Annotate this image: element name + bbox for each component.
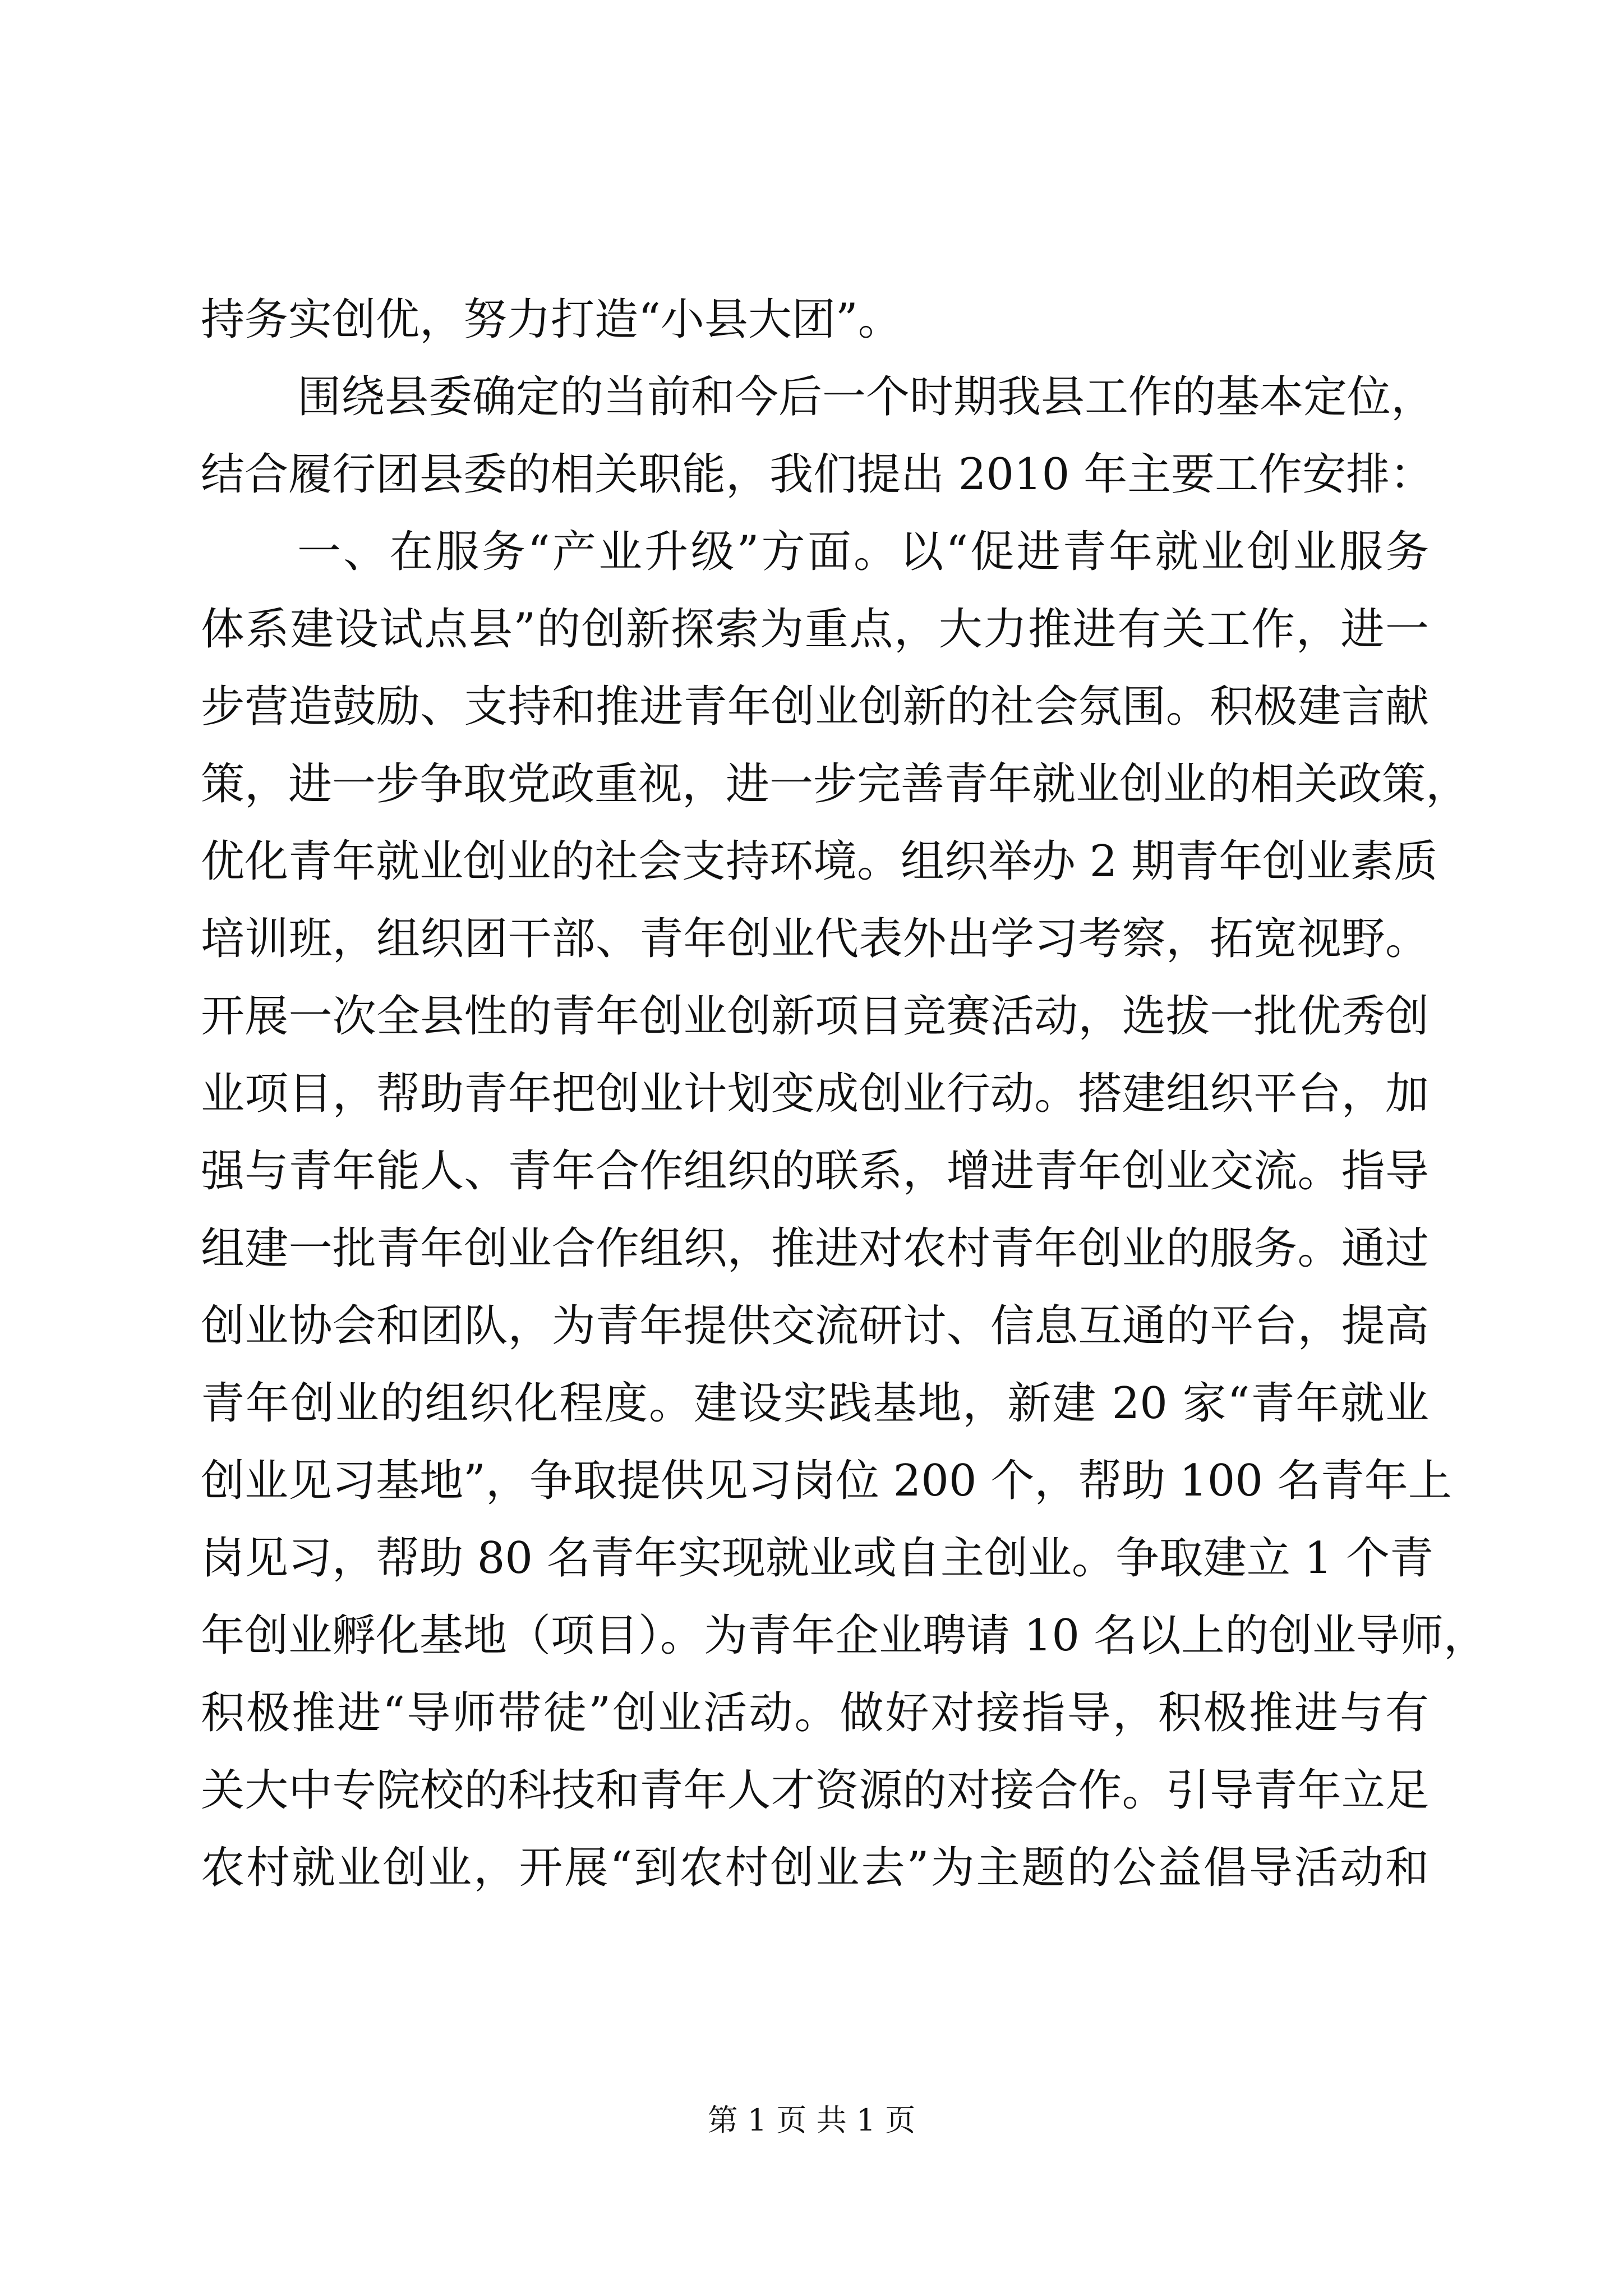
paragraph-line: 策，进一步争取党政重视，进一步完善青年就业创业的相关政策， xyxy=(201,759,1470,809)
paragraph-line: 关大中专院校的科技和青年人才资源的对接合作。引导青年立足 xyxy=(201,1765,1429,1816)
paragraph-line: 农村就业创业，开展“到农村创业去”为主题的公益倡导活动和 xyxy=(201,1843,1429,1893)
paragraph-line: 强与青年能人、青年合作组织的联系，增进青年创业交流。指导 xyxy=(201,1146,1429,1197)
paragraph-line: 一、在服务“产业升级”方面。以“促进青年就业创业服务 xyxy=(297,527,1429,577)
paragraph-line: 组建一批青年创业合作组织，推进对农村青年创业的服务。通过 xyxy=(201,1223,1429,1274)
paragraph-line: 岗见习，帮助 80 名青年实现就业或自主创业。争取建立 1 个青 xyxy=(201,1533,1434,1584)
paragraph-line: 开展一次全县性的青年创业创新项目竞赛活动，选拔一批优秀创 xyxy=(201,991,1429,1042)
paragraph-line: 青年创业的组织化程度。建设实践基地，新建 20 家“青年就业 xyxy=(201,1378,1429,1429)
paragraph-line: 创业见习基地”，争取提供见习岗位 200 个，帮助 100 名青年上 xyxy=(201,1456,1452,1506)
paragraph-line: 结合履行团县委的相关职能，我们提出 2010 年主要工作安排： xyxy=(201,449,1434,500)
paragraph-line: 围绕县委确定的当前和今后一个时期我县工作的基本定位， xyxy=(297,372,1435,422)
paragraph-line: 年创业孵化基地（项目）。为青年企业聘请 10 名以上的创业导师， xyxy=(201,1611,1487,1661)
paragraph-line: 业项目，帮助青年把创业计划变成创业行动。搭建组织平台，加 xyxy=(201,1069,1429,1119)
paragraph-line: 步营造鼓励、支持和推进青年创业创新的社会氛围。积极建言献 xyxy=(201,682,1429,732)
paragraph-line: 持务实创优，努力打造“小县大团”。 xyxy=(201,295,902,345)
paragraph-line: 培训班，组织团干部、青年创业代表外出学习考察，拓宽视野。 xyxy=(201,914,1429,964)
paragraph-line: 积极推进“导师带徒”创业活动。做好对接指导，积极推进与有 xyxy=(201,1688,1429,1738)
paragraph-line: 创业协会和团队，为青年提供交流研讨、信息互通的平台，提高 xyxy=(201,1301,1429,1351)
page-number-footer: 第 1 页 共 1 页 xyxy=(707,2102,916,2138)
paragraph-line: 优化青年就业创业的社会支持环境。组织举办 2 期青年创业素质 xyxy=(201,836,1438,887)
paragraph-line: 体系建设试点县”的创新探索为重点，大力推进有关工作，进一 xyxy=(201,604,1429,655)
